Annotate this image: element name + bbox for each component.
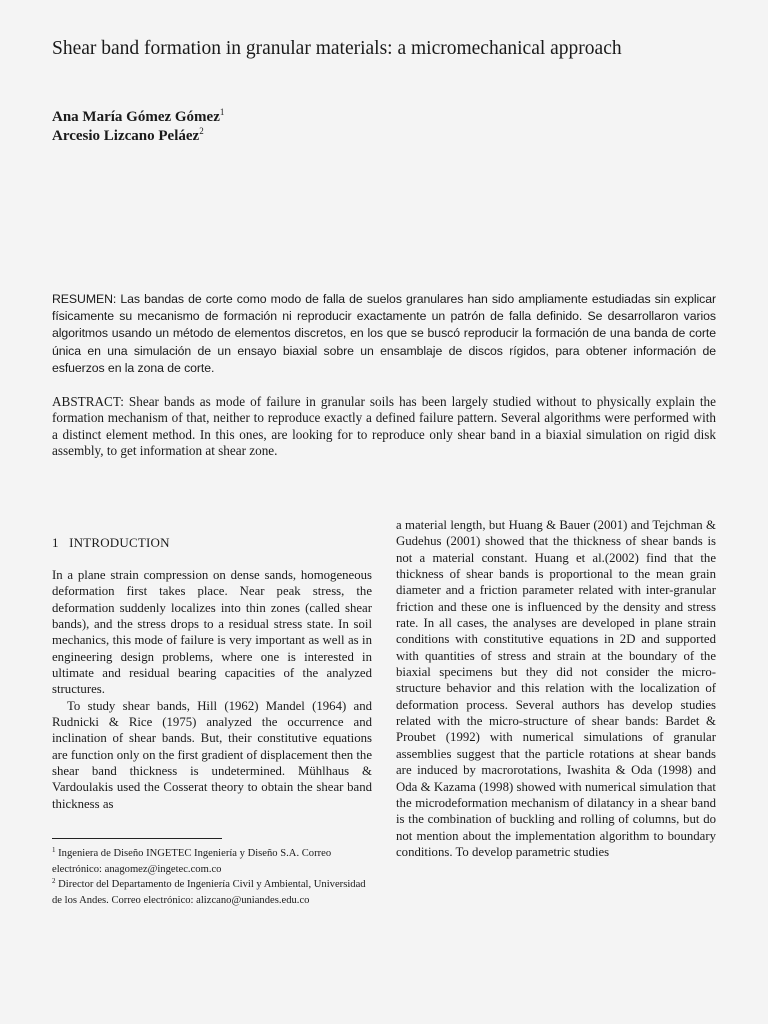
footnotes: [52, 846, 370, 908]
footnote-text: Director del Departamento de Ingeniería Civil y Ambiental, Universidad de los Andes. Correo electrónico: alizcano@uniandes.edu.co: [52, 879, 366, 906]
paper-title: Shear band formation in granular materials: a micromechanical approach: [52, 38, 622, 59]
footnote-marker: 2: [52, 877, 56, 885]
footnote-1: [52, 846, 370, 877]
section-heading: [52, 535, 170, 551]
right-column: [396, 517, 716, 860]
section-number: 1: [52, 535, 59, 550]
author-name: Ana María Gómez Gómez: [52, 109, 220, 125]
body-paragraph: a material length, but Huang & Bauer (2001) and Tejchman & Gudehus (2001) showed that the thickness of shear bands is not a material constant. Huang et al.(2002) find that the thickness of shear bands is proportional to the mean grain diameter and a friction parameter related with inter-granular friction and these one is influenced by the density and stress rate. In all cases, the analyses are developed in plane strain conditions with constitutive equations in 2D and supported with quantities of stress and strain at the boundary of the biaxial specimens but they did not consider the micro-structure behavior and this relation with the localization of deformation process. Several authors has develop studies related with the micro-structure of shear bands: Bardet & Proubet (1992) with numerical simulations of granular assemblies suggest that the particle rotations at shear bands are induced by macrorotations, Iwashita & Oda (1998) and Oda & Kazama (1998) showed with numerical simulation that the microdeformation mechanism of dilatancy in a shear band is the combination of buckling and rolling of columns, but do not mention about the implementation algorithm to boundary conditions. To develop parametric studies: [396, 518, 716, 859]
footnote-marker: 2: [199, 126, 204, 136]
section-title: INTRODUCTION: [69, 535, 170, 550]
abstract-paragraph: ABSTRACT: Shear bands as mode of failure in granular soils has been largely studied without to physically explain the formation mechanism of that, neither to reproduce exactly a defined failure pattern. Several algorithms were performed with a distinct element method. In this ones, are looking for to reproduce only shear band in a biaxial simulation on rigid disk assembly, to get information at shear zone.: [52, 394, 716, 458]
author-name: Arcesio Lizcano Peláez: [52, 128, 200, 144]
footnote-marker: 1: [52, 846, 56, 854]
resumen-paragraph: RESUMEN: Las bandas de corte como modo de falla de suelos granulares han sido ampliamente estudiadas sin explicar físicamente su mecanismo de formación ni reproducir exactamente un patrón de falla definido. Se desarrollaron varios algoritmos usando un método de elementos discretos, en los que se buscó reproducir la formación de una banda de corte única en una simulación de un ensayo biaxial sobre un ensamblaje de discos rígidos, para obtener información de esfuerzos en la zona de corte.: [52, 292, 716, 375]
author-list: [52, 108, 452, 146]
body-paragraph: To study shear bands, Hill (1962) Mandel (1964) and Rudnicki & Rice (1975) analyzed the occurrence and inclination of shear bands. But, their constitutive equations are function only on the first gradient of displacement then the shear band thickness is undetermined. Mühlhaus & Vardoulakis used the Cosserat theory to obtain the shear band thickness as: [52, 698, 372, 811]
footnote-2: [52, 877, 370, 908]
footnote-marker: 1: [219, 107, 225, 117]
author-1: [52, 108, 452, 127]
footnote-text: Ingeniera de Diseño INGETEC Ingeniería y Diseño S.A. Correo electrónico: anagomez@ingetec.com.co: [52, 848, 332, 875]
footnote-rule: [52, 838, 222, 839]
author-2: [52, 127, 452, 146]
body-paragraph: In a plane strain compression on dense sands, homogeneous deformation first takes place. Near peak stress, the deformation suddenly localizes into thin zones (called shear bands), and the stress drops to a residual stress state. In soil mechanics, this mode of failure is very important as well as in engineering design problems, where one is interested in ultimate and residual bearing capacities of the analyzed structures.: [52, 568, 372, 697]
left-column: [52, 567, 372, 812]
